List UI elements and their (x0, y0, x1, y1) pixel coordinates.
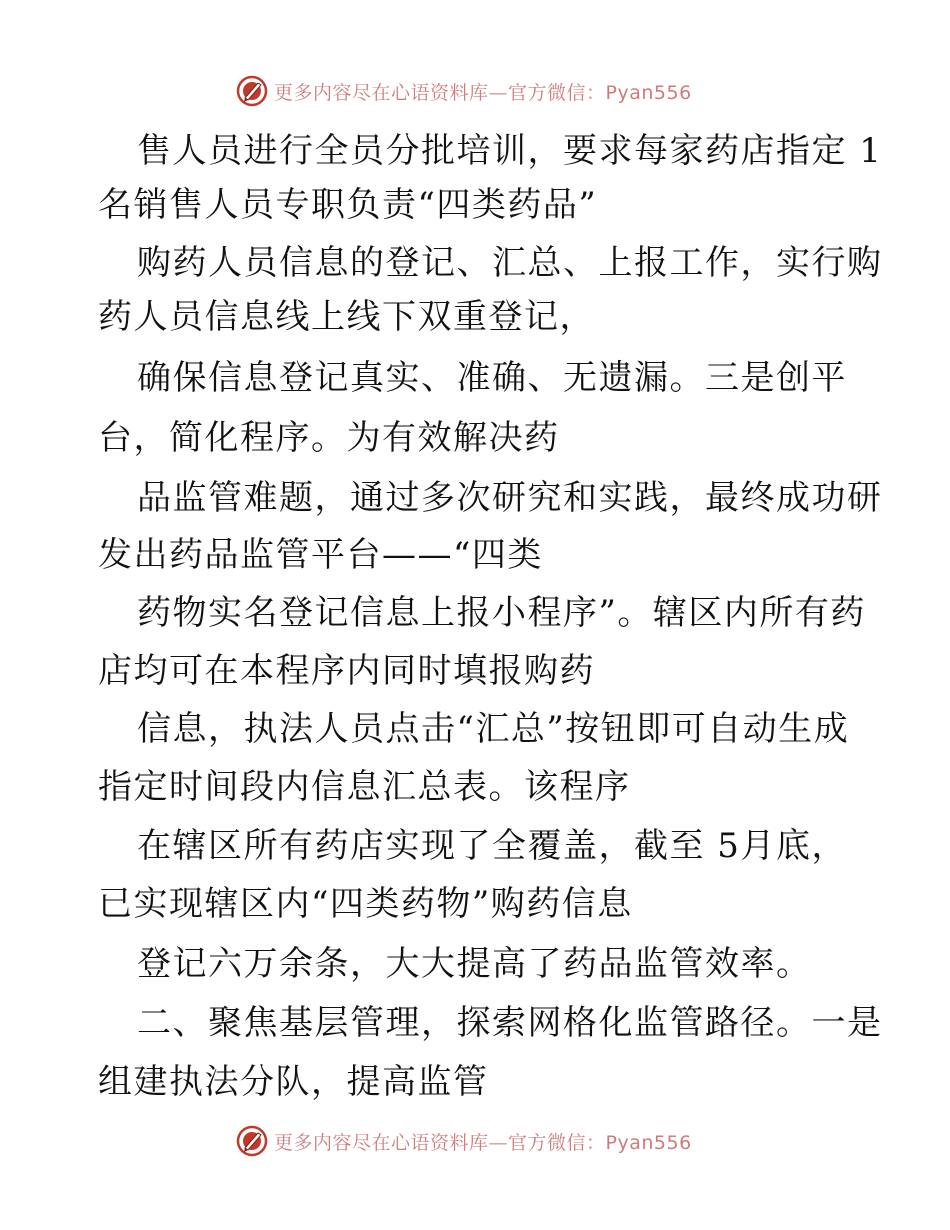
watermark-suffix: 官方微信：Pyan556 (508, 81, 692, 104)
paragraph-line: 购药人员信息的登记、汇总、上报工作，实行购 (137, 243, 883, 283)
paragraph-line: 台，简化程序。为有效解决药 (98, 418, 560, 458)
watermark-separator: — (488, 81, 509, 104)
paragraph-line: 确保信息登记真实、准确、无遗漏。三是创平 (137, 358, 847, 398)
logo-icon (236, 1125, 268, 1157)
logo-icon (236, 75, 268, 107)
paragraph-line: 售人员进行全员分批培训，要求每家药店指定 1 (137, 131, 883, 171)
paragraph-line: 药物实名登记信息上报小程序”。辖区内所有药 (137, 593, 866, 633)
watermark-text (274, 1128, 692, 1155)
paragraph-line: 登记六万余条，大大提高了药品监管效率。 (137, 944, 812, 984)
watermark-main: 更多内容尽在心语资料库 (274, 1131, 489, 1154)
paragraph-line: 组建执法分队，提高监管 (98, 1062, 489, 1102)
paragraph-line: 药人员信息线上线下双重登记， (98, 297, 595, 337)
paragraph-line: 店均可在本程序内同时填报购药 (98, 651, 595, 691)
header-watermark (236, 74, 692, 108)
paragraph-line: 名销售人员专职负责“四类药品” (98, 185, 598, 225)
paragraph-line: 发出药品监管平台——“四类 (98, 535, 543, 575)
paragraph-line: 品监管难题，通过多次研究和实践，最终成功研 (137, 478, 883, 518)
paragraph-line: 在辖区所有药店实现了全覆盖，截至 5月底， (137, 826, 847, 866)
watermark-suffix: 官方微信：Pyan556 (508, 1131, 692, 1154)
watermark-main: 更多内容尽在心语资料库 (274, 81, 489, 104)
paragraph-line: 指定时间段内信息汇总表。该程序 (98, 767, 631, 807)
footer-watermark (236, 1124, 692, 1158)
paragraph-line: 二、聚焦基层管理，探索网格化监管路径。一是 (137, 1003, 883, 1043)
watermark-separator: — (488, 1131, 509, 1154)
watermark-text (274, 78, 692, 105)
paragraph-line: 信息，执法人员点击“汇总”按钮即可自动生成 (137, 709, 850, 749)
paragraph-line: 已实现辖区内“四类药物”购药信息 (98, 884, 633, 924)
